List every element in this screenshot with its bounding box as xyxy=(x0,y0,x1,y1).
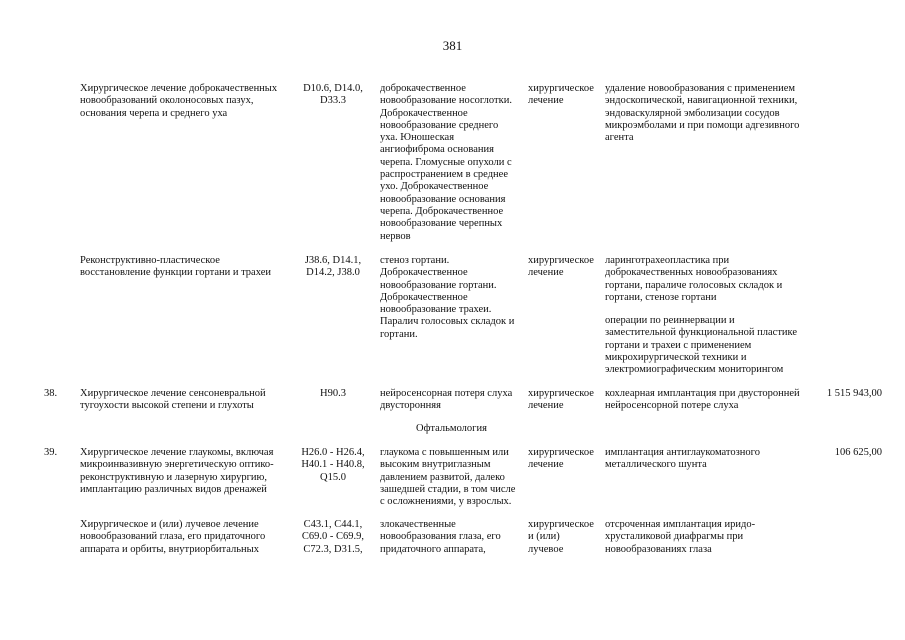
row-1-model: стеноз гортани. Доброкачественное новообразование гортани. Доброкачественное новообразование трахеи. Паралич голосовых складок и гортани. xyxy=(380,255,515,340)
row-2-number: 38. xyxy=(44,388,58,399)
row-3-codes: H26.0 - H26.4, H40.1 - H40.8, Q15.0 xyxy=(301,447,365,483)
row-2-method-0: кохлеарная имплантация при двусторонней нейросенсорной потере слуха xyxy=(605,388,800,412)
row-4-name: Хирургическое и (или) лучевое лечение новообразований глаза, его придаточного аппарата и орбиты, внутриорбитальных xyxy=(80,519,266,555)
row-1-method-0: ларинготрахеопластика при доброкачественных новообразованиях гортани, параличе голосовых складок и гортани, стенозе гортани xyxy=(605,255,783,303)
row-3-name: Хирургическое лечение глаукомы, включая микроинвазивную энергетическую оптико- реконструктивную и лазерную хирургию, имплантацию различных видов дренажей xyxy=(80,447,274,495)
row-2-name: Хирургическое лечение сенсоневральной тугоухости высокой степени и глухоты xyxy=(80,388,266,412)
row-0-kind: хирургическое лечение xyxy=(528,83,594,107)
row-1-method-1: операции по реиннервации и заместительной функциональной пластике гортани и трахеи с применением микрохирургической техники и электромиографическим мониторингом xyxy=(605,315,798,376)
row-2-codes: H90.3 xyxy=(320,388,346,399)
row-1-name: Реконструктивно-пластическое восстановление функции гортани и трахеи xyxy=(80,255,271,279)
row-3-method-0: имплантация антиглаукоматозного металлического шунта xyxy=(605,447,760,471)
row-1-kind: хирургическое лечение xyxy=(528,255,594,279)
row-3-cost: 106 625,00 xyxy=(834,447,882,458)
row-0-model: доброкачественное новообразование носоглотки. Доброкачественное новообразование среднего уха. Юношеская ангиофиброма основания черепа. Гломусные опухоли с распространением в среднее ухо. Доброкачественное новообразование основания черепа. Доброкачественное новообразование черепных нервов xyxy=(380,83,512,242)
row-2-cost: 1 515 943,00 xyxy=(826,388,882,399)
row-4-kind: хирургическое и (или) лучевое xyxy=(528,519,594,555)
row-2-model: нейросенсорная потеря слуха двусторонняя xyxy=(380,388,513,412)
row-0-name: Хирургическое лечение доброкачественных новообразований околоносовых пазух, основания черепа и среднего уха xyxy=(80,83,278,119)
row-3-model: глаукома с повышенным или высоким внутриглазным давлением развитой, далеко зашедшей стадии, в том числе с осложнениями, у взрослых. xyxy=(380,447,516,508)
row-1-codes: J38.6, D14.1, D14.2, J38.0 xyxy=(304,255,362,279)
row-3-kind: хирургическое лечение xyxy=(528,447,594,471)
row-4-codes: C43.1, C44.1, C69.0 - C69.9, C72.3, D31.5, xyxy=(301,519,365,555)
row-0-codes: D10.6, D14.0, D33.3 xyxy=(303,83,363,107)
section-heading: Офтальмология xyxy=(416,423,487,434)
row-3-number: 39. xyxy=(44,447,58,458)
row-4-method-0: отсроченная имплантация иридо- хрусталиковой диафрагмы при новообразованиях глаза xyxy=(605,519,756,555)
page-number: 381 xyxy=(442,38,463,53)
row-0-method-0: удаление новообразования с применением эндоскопической, навигационной техники, эндоваскулярной эмболизации сосудов микроэмболами и при помощи адгезивного агента xyxy=(605,83,800,144)
row-4-model: злокачественные новообразования глаза, его придаточного аппарата, xyxy=(380,519,501,555)
row-2-kind: хирургическое лечение xyxy=(528,388,594,412)
